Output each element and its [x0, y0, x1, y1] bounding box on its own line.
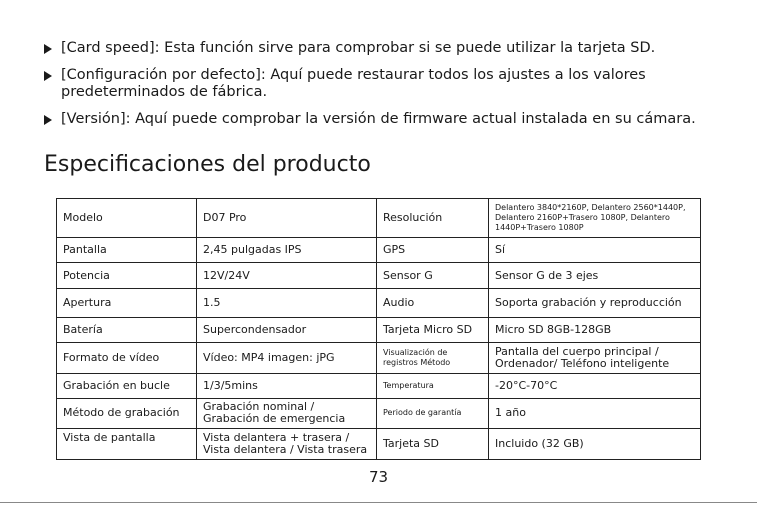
spec-key: Grabación en bucle: [57, 373, 197, 398]
spec-key: Método de grabación: [57, 398, 197, 429]
spec-key: Tarjeta Micro SD: [377, 317, 489, 343]
table-row: [57, 317, 701, 343]
bottom-divider: [0, 502, 757, 503]
spec-value: Grabación nominal / Grabación de emergencia: [197, 398, 377, 429]
table-row: [57, 373, 701, 398]
spec-value: Sí: [489, 237, 701, 263]
spec-key: Batería: [57, 317, 197, 343]
spec-value: Sensor G de 3 ejes: [489, 263, 701, 289]
spec-key: Visualización de registros Método: [377, 343, 489, 374]
table-row: [57, 199, 701, 238]
spec-value: 1 año: [489, 398, 701, 429]
spec-value: Vista delantera + trasera / Vista delantera / Vista trasera: [197, 429, 377, 460]
spec-value: Soporta grabación y reproducción: [489, 289, 701, 318]
spec-key: Resolución: [377, 199, 489, 238]
spec-key: Pantalla: [57, 237, 197, 263]
table-row: [57, 263, 701, 289]
spec-value: 2,45 pulgadas IPS: [197, 237, 377, 263]
spec-key: Apertura: [57, 289, 197, 318]
bullet-text: [Card speed]: Esta función sirve para comprobar si se puede utilizar la tarjeta SD.: [61, 40, 656, 56]
spec-key: Tarjeta SD: [377, 429, 489, 460]
page-number: 73: [368, 468, 389, 486]
bullet-version: [44, 111, 744, 128]
table-row: [57, 429, 701, 460]
spec-value: 1.5: [197, 289, 377, 318]
triangle-bullet-icon: [44, 44, 52, 54]
spec-value: Pantalla del cuerpo principal / Ordenador/ Teléfono inteligente: [489, 343, 701, 374]
bullet-card-speed: [44, 40, 744, 57]
triangle-bullet-icon: [44, 115, 52, 125]
spec-value: Micro SD 8GB-128GB: [489, 317, 701, 343]
table-row: [57, 343, 701, 374]
spec-key: Sensor G: [377, 263, 489, 289]
spec-value: Supercondensador: [197, 317, 377, 343]
bullet-text: [Versión]: Aquí puede comprobar la versión de firmware actual instalada en su cámara.: [61, 111, 696, 127]
bullet-text: [Configuración por defecto]: Aquí puede restaurar todos los ajustes a los valores predeterminados de fábrica.: [61, 67, 646, 100]
spec-value: 12V/24V: [197, 263, 377, 289]
spec-value: 1/3/5mins: [197, 373, 377, 398]
table-row: [57, 237, 701, 263]
table-row: [57, 289, 701, 318]
spec-key: Temperatura: [377, 373, 489, 398]
spec-key: GPS: [377, 237, 489, 263]
spec-key: Periodo de garantía: [377, 398, 489, 429]
spec-value: D07 Pro: [197, 199, 377, 238]
spec-key: Vista de pantalla: [57, 429, 197, 460]
feature-bullets: [44, 40, 744, 138]
section-heading: Especificaciones del producto: [44, 152, 371, 177]
spec-value: Delantero 3840*2160P, Delantero 2560*1440P, Delantero 2160P+Trasero 1080P, Delantero 1440P+Trasero 1080P: [489, 199, 701, 238]
spec-key: Potencia: [57, 263, 197, 289]
spec-key: Audio: [377, 289, 489, 318]
bullet-default-config: [44, 67, 744, 101]
triangle-bullet-icon: [44, 71, 52, 81]
spec-table: [56, 198, 701, 460]
spec-value: -20°C-70°C: [489, 373, 701, 398]
table-row: [57, 398, 701, 429]
spec-value: Incluido (32 GB): [489, 429, 701, 460]
spec-key: Formato de vídeo: [57, 343, 197, 374]
spec-value: Vídeo: MP4 imagen: jPG: [197, 343, 377, 374]
spec-key: Modelo: [57, 199, 197, 238]
